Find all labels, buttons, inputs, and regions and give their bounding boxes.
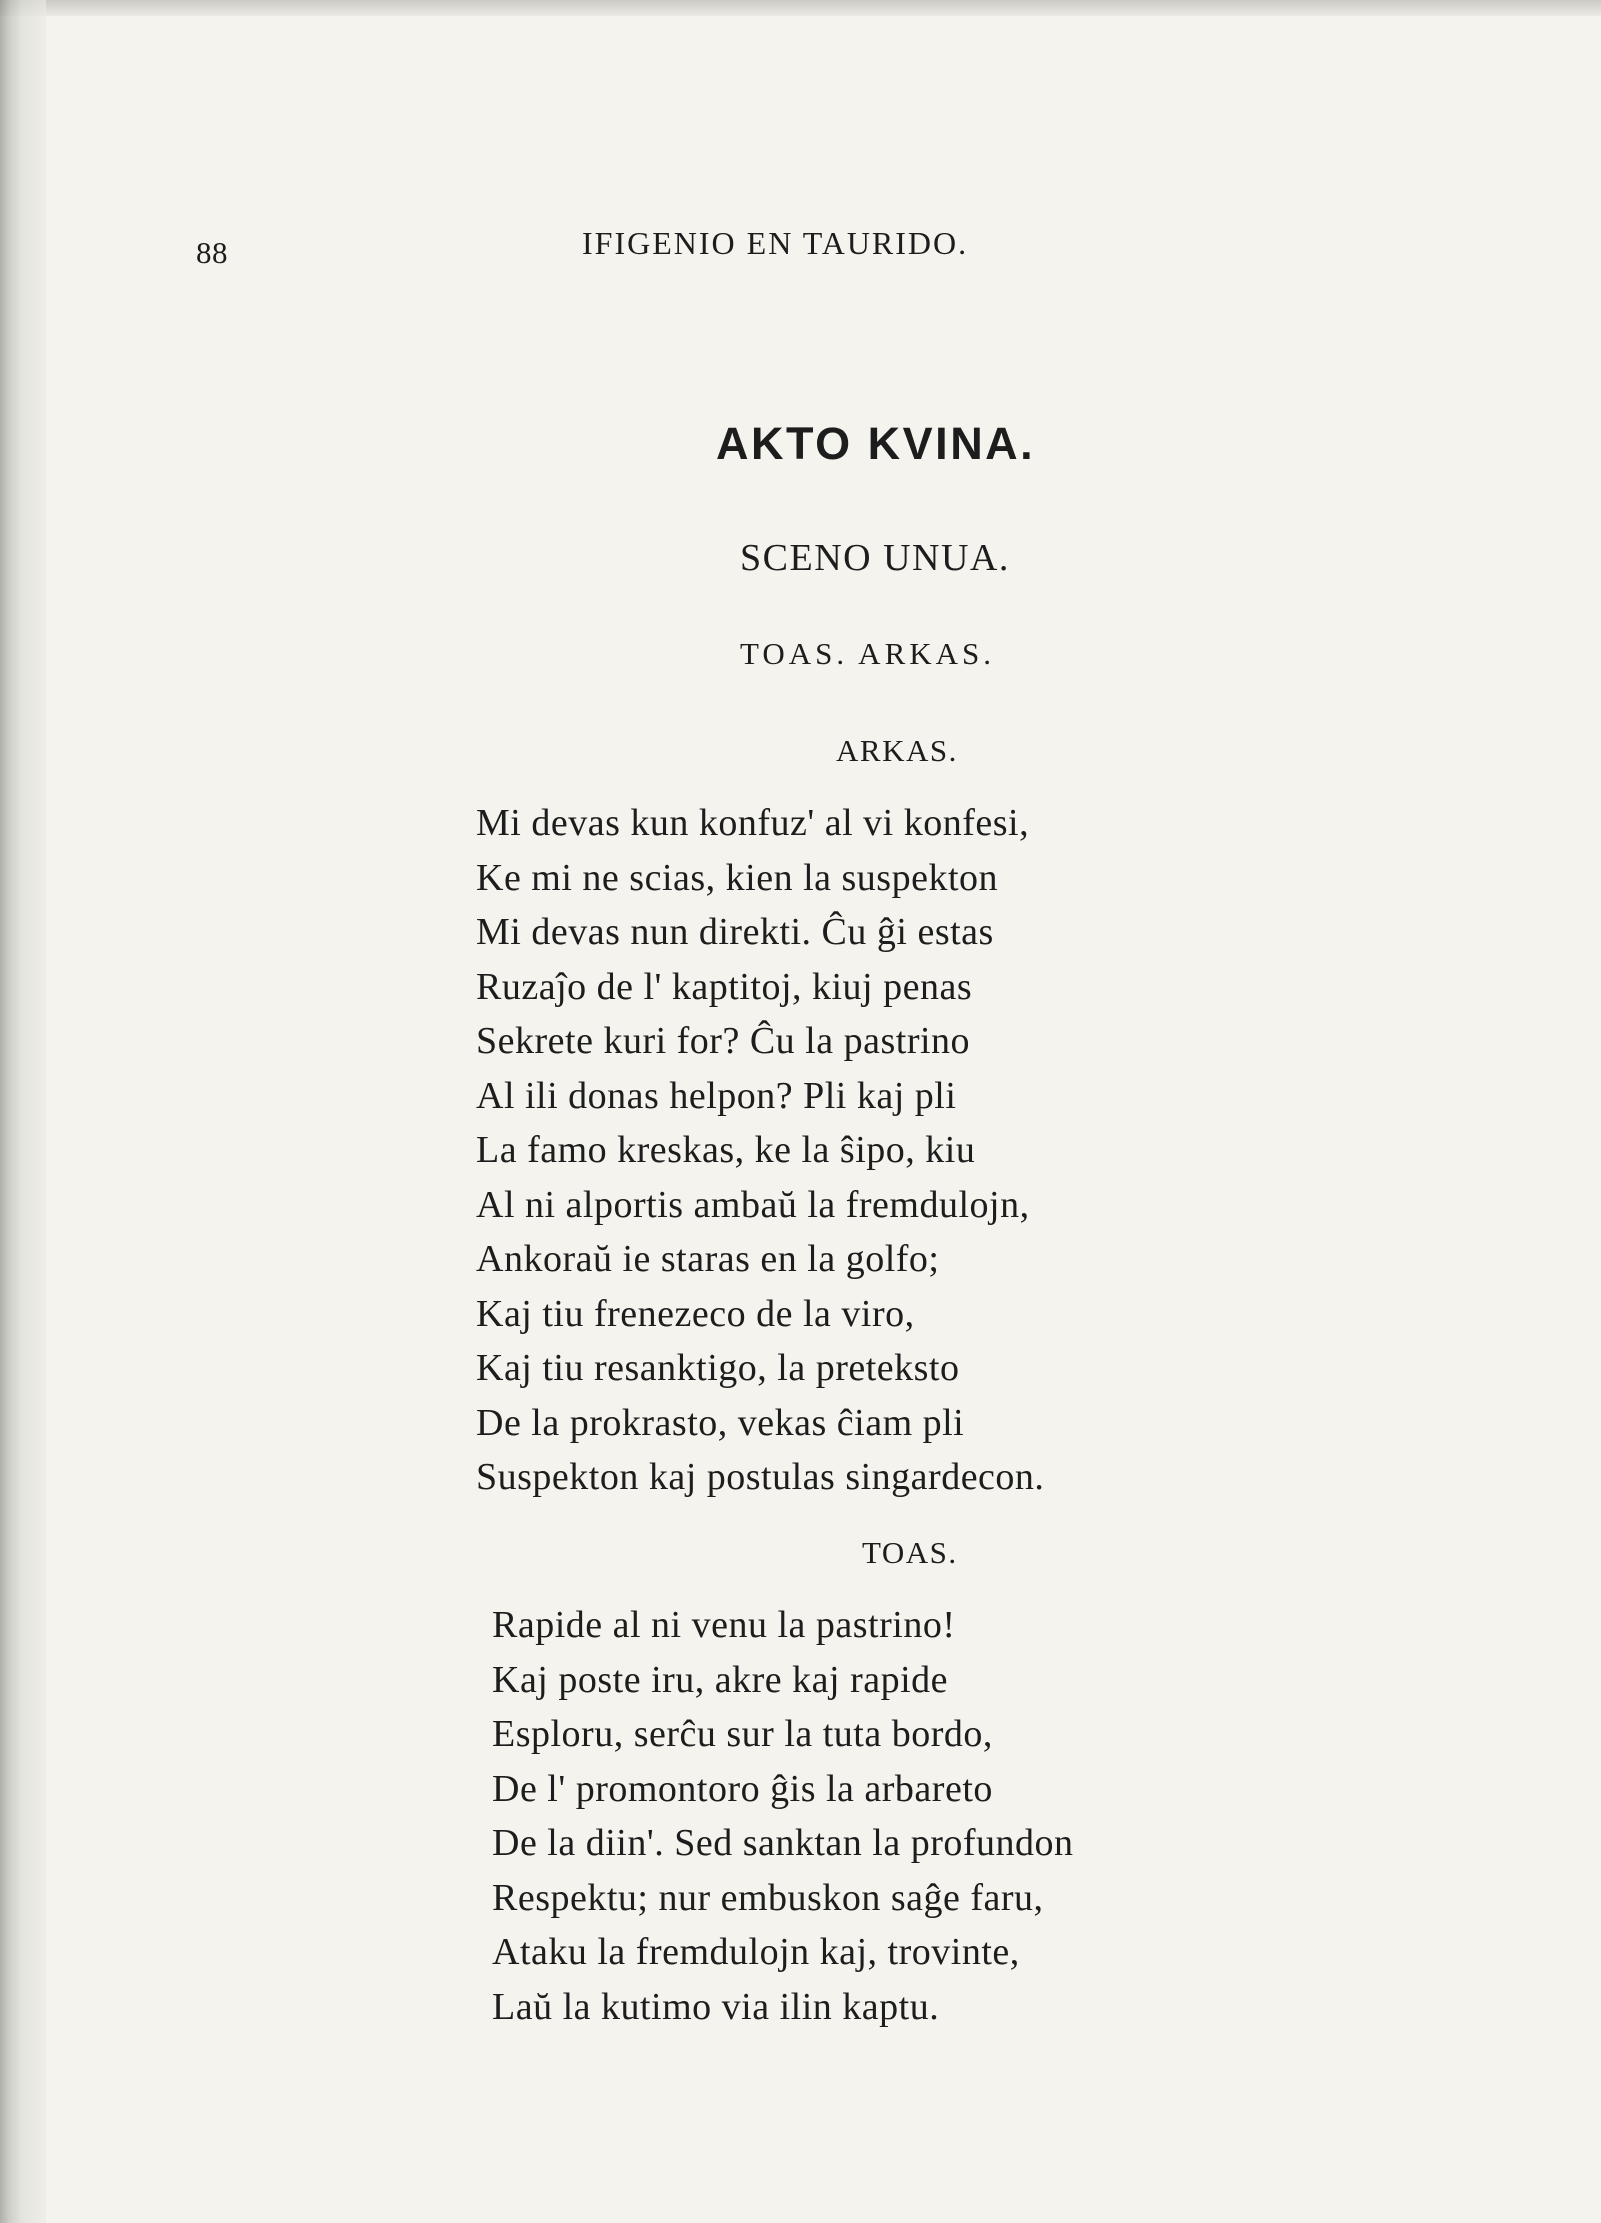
verse-block-toas xyxy=(492,1598,1074,2034)
verse-line: Kaj tiu resanktigo, la preteksto xyxy=(476,1347,960,1389)
character-list: TOAS. ARKAS. xyxy=(740,636,996,671)
verse-line: Ataku la fremdulojn kaj, trovinte, xyxy=(492,1931,1020,1973)
verse-line: Mi devas nun direkti. Ĉu ĝi estas xyxy=(476,911,994,953)
verse-line: Suspekton kaj postulas singardecon. xyxy=(476,1456,1045,1498)
speaker-name-toas: TOAS. xyxy=(862,1535,958,1570)
verse-line: Kaj tiu frenezeco de la viro, xyxy=(476,1292,915,1335)
verse-line: Kaj poste iru, akre kaj rapide xyxy=(492,1658,949,1701)
verse-block-arkas xyxy=(476,796,1044,1505)
verse-line: Ke mi ne scias, kien la suspekton xyxy=(476,856,999,899)
verse-line: De la diin'. Sed sanktan la profundon xyxy=(492,1822,1074,1864)
scene-title: SCENO UNUA. xyxy=(740,537,1010,579)
verse-line: De l' promontoro ĝis la arbareto xyxy=(492,1767,993,1810)
verse-line: Esploru, serĉu sur la tuta bordo, xyxy=(492,1713,993,1755)
verse-line: La famo kreskas, ke la ŝipo, kiu xyxy=(476,1129,976,1171)
verse-line: Sekrete kuri for? Ĉu la pastrino xyxy=(476,1020,971,1062)
verse-line: Al ni alportis ambaŭ la fremdulojn, xyxy=(476,1183,1030,1226)
verse-line: De la prokrasto, vekas ĉiam pli xyxy=(476,1401,965,1444)
verse-line: Respektu; nur embuskon saĝe faru, xyxy=(492,1876,1044,1919)
verse-line: Laŭ la kutimo via ilin kaptu. xyxy=(492,1985,940,2028)
verse-line: Ruzaĵo de l' kaptitoj, kiuj penas xyxy=(476,965,973,1008)
verse-line: Al ili donas helpon? Pli kaj pli xyxy=(476,1074,957,1117)
page-number: 88 xyxy=(196,235,228,270)
running-title: IFIGENIO EN TAURIDO. xyxy=(582,225,969,261)
verse-line: Rapide al ni venu la pastrino! xyxy=(492,1604,956,1646)
speaker-name-arkas: ARKAS. xyxy=(836,733,958,768)
verse-line: Mi devas kun konfuz' al vi konfesi, xyxy=(476,802,1030,844)
scan-top-edge xyxy=(0,0,1601,16)
scan-binding-edge xyxy=(0,0,46,2223)
act-title: AKTO KVINA. xyxy=(716,418,1036,469)
verse-line: Ankoraŭ ie staras en la golfo; xyxy=(476,1238,940,1280)
